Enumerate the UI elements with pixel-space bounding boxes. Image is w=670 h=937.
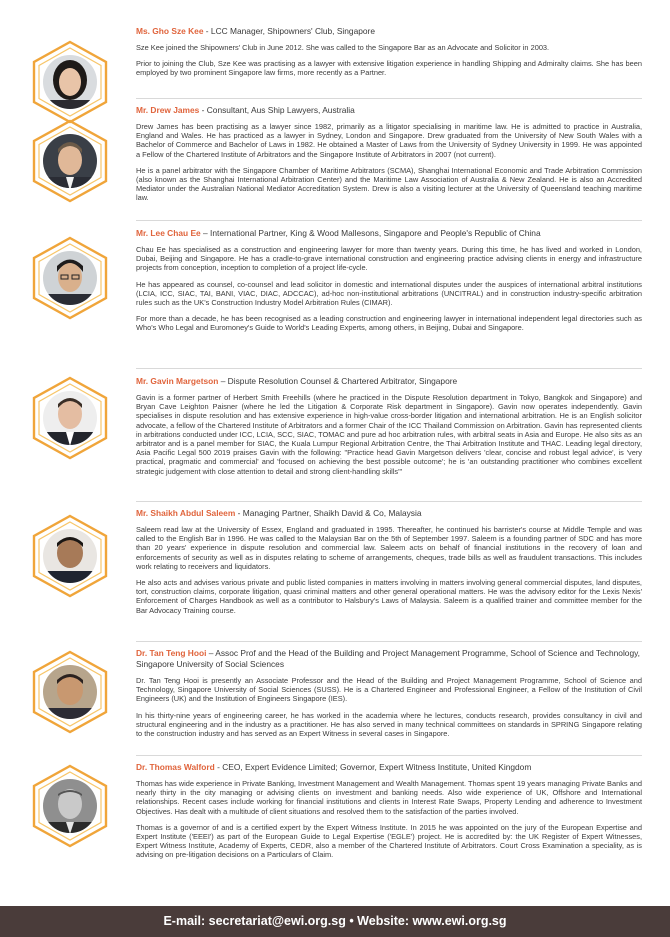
bio-paragraph: Thomas has wide experience in Private Banking, Investment Management and Wealth Management. Thomas spent 19 years managing Private Banks and nearly thirty in the city managing or advising clients on investment and banking needs. Also wide experience of UK, Offshore and International relationships. Recent cases include working for financial institutions and clients in Interest Rate Swaps, Property Lending and adherence to Investment Objectives. Has dealt with a multitude of client situations and resolved them to the satisfaction of the parties involved. xyxy=(136,779,642,816)
speaker-photo xyxy=(28,40,112,124)
bio-paragraph: Sze Kee joined the Shipowners' Club in June 2012. She was called to the Singapore Bar as an Advocate and Solicitor in 2003. xyxy=(136,43,550,52)
bio-paragraph: Dr. Tan Teng Hooi is presently an Associate Professor and the Head of the Building and Project Management Programme, School of Science and Technology, Singapore University of Social Sciences (SUSS). He is a Chartered Engineer and Professional Engineer, a Fellow of the Institution of Civil Engineers (UK) and the Institution of Engineers Singapore (IES). xyxy=(136,676,642,704)
speaker-text xyxy=(136,762,642,867)
bio-paragraph: Thomas is a governor of and is a certified expert by the Expert Witness Institute. In 2015 he was appointed on the jury of the European Expertise and Expert Institute ('EEEI') as part of the European Guide to Legal Expertise ('EGLE') project. He is accredited by: the UK Register of Expert Witnesses, Expert Witness Institute, Academy of Experts, CEDR, also a member of the Chartered Institute of Arbitrators. Court Cross Examination a speciality, as is advising on pre-litigation decisions on a Particulars of Claim. xyxy=(136,822,642,860)
speaker-text xyxy=(136,228,642,340)
bio-paragraph: Drew James has been practising as a lawyer since 1982, primarily as a litigator specialising in maritime law. He is admitted to practice in Australia, England and Wales. He has practiced as a lawyer in Sydney, London and Singapore. Drew graduated from the University of New South Wales with a Bachelor of Commerce and Bachelor of Laws in 1982. He obtained a Master of Laws from the University of Sydney University in 1999. He was appointed a Fellow of the Chartered Institute of Arbitrators and the Singapore Institute of Arbitrators in 2007 (not current). xyxy=(136,122,642,159)
speaker-name: Dr. Tan Teng Hooi xyxy=(136,648,207,658)
bio-paragraph: He also acts and advises various private and public listed companies in matters involving in matters involving general commercial disputes, land disputes, tort, construction claims, corporate litigation, quasi criminal matters and other general operational matters. He was the advisory editor for the Lexis Nexis' Enforcement of Charges Handbook as well as a contributor to Halsbury's Laws of Malaysia. Saleem is a qualified trainer and committee member for the Bar Advocacy Training course. xyxy=(136,578,642,615)
speaker-heading xyxy=(136,648,642,670)
speaker-photo xyxy=(28,514,112,598)
speaker-photo xyxy=(28,650,112,734)
speaker-heading xyxy=(136,228,642,239)
speaker-text xyxy=(136,26,642,85)
speaker-name: Mr. Gavin Margetson xyxy=(136,376,219,386)
bio-paragraph: Saleem read law at the University of Essex, England and graduated in 1995. Thereafter, he continued his barrister's course at Middle Temple and was called to the English Bar in 1996. He was called to the Malaysian Bar on the 5th of September 1997. Saleem is a founding partner of SDC and has more than 20 years' experience in dispute resolution and commercial law. Saleem acts on behalf of financial institutions in the recovery of loan and enforcements of security as well as in disputes relating to scheme of arrangements, cheques, trade bills as well as fraudulent transactions. This includes work relating to receivers and liquidators. xyxy=(136,525,642,571)
speaker-role: – International Partner, King & Wood Mallesons, Singapore and People's Republic of China xyxy=(200,228,541,238)
bio-paragraph: He has appeared as counsel, co-counsel and lead solicitor in domestic and international disputes under the auspices of international arbitral institutions (LCIA, ICC, SIAC, TAI, BANI, VIAC, DIAC, ADCCAC), ad-hoc non-institutional arbitrations (UNCITRAL) and in construction industry-specific arbitration rules such as the UK's Construction Industry Model Arbitration Rules (CIMAR). xyxy=(136,279,642,308)
speaker-photo xyxy=(28,119,112,203)
entry-divider xyxy=(136,641,642,642)
speaker-heading xyxy=(136,762,642,773)
speaker-heading xyxy=(136,26,642,37)
speaker-photo xyxy=(28,376,112,460)
speaker-name: Mr. Drew James xyxy=(136,105,200,115)
speaker-text xyxy=(136,648,642,745)
speaker-text xyxy=(136,105,642,210)
bio-paragraph: Gavin is a former partner of Herbert Smith Freehills (where he practiced in the Dispute Resolution department in Tokyo, Bangkok and Singapore) and Bryan Cave Leighton Paisner (where he led the Litigation & Corporate Risk department in Singapore). Gavin now operates independently. Gavin specialises in dispute resolution and has extensive experience in high-value cross-border litigation and international arbitration. He is an English solicitor advocate, a fellow of the Chartered Institute of Arbitrators and a former Chair of the ICC Thailand Commission on Arbitration. Gavin has represented clients in arbitrations conducted under ICC, LCIA, SCC, SIAC, TOMAC and pure ad hoc arbitration rules, with arbitral seats in Asia and Europe. He also sits as an arbitrator and is a panel member for SIAC, the Kuala Lumpur Regional Arbitration Centre, the Thai Arbitration Institute and THAC. Leading legal directory, Asia Pacific Legal 500 2019 praises Gavin with the following: "Practice head Gavin Margetson delivers 'clear, concise and robust legal advice', is 'very practical, pragmatic and commercial' and 'focused on achieving the best possible outcome'; he is 'an outstanding practitioner who combines excellent strategic judgement with close attention to detail and strong client-handling skills'" xyxy=(136,393,642,476)
entry-divider xyxy=(136,501,642,502)
entry-divider xyxy=(136,220,642,221)
footer-contact-text: E-mail: secretariat@ewi.org.sg • Website: www.ewi.org.sg xyxy=(163,914,507,928)
entry-divider xyxy=(136,368,642,369)
speaker-heading xyxy=(136,376,642,387)
bio-paragraph: Prior to joining the Club, Sze Kee was practising as a lawyer with extensive litigation experience in handling Shipping and Admiralty claims. She has been employed by two prominent Singapore law firms, more recently as a Partner. xyxy=(136,59,642,78)
speaker-text xyxy=(136,508,642,622)
speaker-text xyxy=(136,376,642,483)
speaker-name: Mr. Shaikh Abdul Saleem xyxy=(136,508,236,518)
speaker-role: - Consultant, Aus Ship Lawyers, Australia xyxy=(199,105,355,115)
contact-footer xyxy=(0,906,670,937)
speaker-role: - CEO, Expert Evidence Limited; Governor, Expert Witness Institute, United Kingdom xyxy=(214,762,532,772)
speaker-name: Ms. Gho Sze Kee xyxy=(136,26,204,36)
speaker-role: – Dispute Resolution Counsel & Chartered Arbitrator, Singapore xyxy=(218,376,458,386)
speaker-name: Dr. Thomas Walford xyxy=(136,762,215,772)
speaker-heading xyxy=(136,105,642,116)
bio-paragraph: For more than a decade, he has been recognised as a leading construction and engineering lawyer in international independent legal directories such as Who's Who Legal and Euromoney's Guide to World's Leading Experts, among others, in Beijing, Dubai and Singapore. xyxy=(136,314,642,333)
bio-paragraph: In his thirty-nine years of engineering career, he has worked in the academia where he lectures, conducts research, provides consultancy in civil and structural engineering and in the industry as a practitioner. He has also served in many technical committees on standards in SPRING Singapore relating to the construction industry and has served as an Expert Witness in several cases in Singapore. xyxy=(136,710,642,739)
bio-paragraph: Chau Ee has specialised as a construction and engineering lawyer for more than twenty years. During this time, he has lived and worked in London, Dubai, Beijing and Singapore. He has a cradle-to-grave international construction and engineering practice advising clients in energy and infrastructure projects from conception, inception to completion of a project life-cycle. xyxy=(136,245,642,273)
speaker-heading xyxy=(136,508,642,519)
speaker-name: Mr. Lee Chau Ee xyxy=(136,228,201,238)
entry-divider xyxy=(136,98,642,99)
entry-divider xyxy=(136,755,642,756)
speaker-photo xyxy=(28,764,112,848)
speaker-role: - Managing Partner, Shaikh David & Co, Malaysia xyxy=(235,508,422,518)
bio-paragraph: He is a panel arbitrator with the Singapore Chamber of Maritime Arbitrators (SCMA), Shanghai International Economic and Trade Arbitration Commission (also known as the Shanghai International Arbitration Center) and the Maritime Law Association of Australia & New Zealand. He is also an Accredited Mediator under the Australian National Mediator Accreditation System. Drew is also a visiting lecturer at the University of Queensland teaching maritime law. xyxy=(136,165,642,203)
speaker-photo xyxy=(28,236,112,320)
speaker-role: – Assoc Prof and the Head of the Building and Project Management Programme, School of Science and Technology, Singapore University of Social Sciences xyxy=(136,648,641,669)
speaker-role: - LCC Manager, Shipowners' Club, Singapore xyxy=(203,26,375,36)
